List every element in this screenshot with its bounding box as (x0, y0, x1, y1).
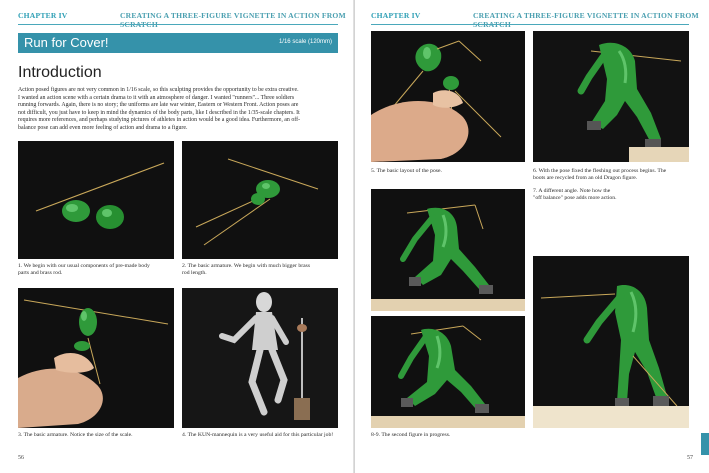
caption-4: 4. The KUN-mannequin is a very useful aid for this particular job! (182, 432, 334, 438)
right-page (355, 0, 709, 473)
chapter-label: CHAPTER IV (371, 11, 421, 20)
intro-heading: Introduction (18, 64, 102, 81)
photo-6-image (533, 31, 689, 162)
photo-7-image (371, 189, 525, 311)
page-edge-tab (701, 433, 709, 455)
photo-3-hand-armature (18, 288, 174, 428)
intro-line: balance pose can add even more feeling of action and drama to a figure. (18, 124, 188, 131)
photo-1-image (18, 141, 174, 259)
chapter-label: CHAPTER IV (18, 11, 68, 20)
photo-9-second-figure-angle (533, 256, 689, 428)
caption-1: 1. We begin with our usual components of pre-made body parts and brass rod. (18, 263, 150, 276)
left-page (0, 0, 354, 473)
caption-8-9: 8-9. The second figure in progress. (371, 432, 451, 438)
header-rule (371, 24, 689, 25)
photo-4-image (182, 288, 338, 428)
section-title: Run for Cover! (24, 35, 109, 50)
photo-4-mannequin (182, 288, 338, 428)
photo-3-image (18, 288, 174, 428)
intro-paragraph (18, 87, 338, 132)
chapter-title: CREATING A THREE-FIGURE VIGNETTE IN ACTION FROM (473, 11, 699, 20)
photo-2-armature (182, 141, 338, 259)
caption-3: 3. The basic armature. Notice the size of the scale. (18, 432, 133, 438)
caption-2: 2. The basic armature. We begin with much bigger brass rod length. (182, 263, 311, 276)
photo-9-image (533, 256, 689, 428)
caption-7: 7. A different angle. Note how the "off balance" pose adds more action. (533, 188, 617, 201)
header-rule (18, 24, 338, 25)
photo-6-fleshing-out (533, 31, 689, 162)
caption-5: 5. The basic layout of the pose. (371, 168, 442, 174)
photo-5-pose-layout (371, 31, 525, 162)
photo-2-image (182, 141, 338, 259)
intro-line: not difficult, you just have to keep in mind the dynamics of the body parts, like I described in the 1/35-scale chapters. It (18, 109, 300, 116)
scale-label: 1/16 scale (120mm) (278, 39, 332, 45)
intro-line: I wanted an action scene with a certain drama to it with an atmosphere of danger. I wanted "runners"... Three soldiers (18, 94, 295, 101)
intro-line: Action posed figures are not very common in 1/16 scale, so this sculpting provides the opportunity to be extra creative. (18, 87, 299, 93)
photo-8-second-figure (371, 316, 525, 428)
section-banner (18, 33, 338, 53)
photo-8-image (371, 316, 525, 428)
chapter-title: CREATING A THREE-FIGURE VIGNETTE IN ACTION FROM (120, 11, 346, 20)
intro-line: requires more references, and perhaps studying pictures of athletes in action would be a good idea. Furthermore, an off- (18, 117, 301, 124)
photo-1-body-parts (18, 141, 174, 259)
intro-line: running forwards. Again, there is no story; the uniforms are late war winter, Eastern or Western Front. Action poses are (18, 102, 299, 109)
page-number-left: 56 (18, 455, 24, 461)
page-number-right: 57 (687, 455, 693, 461)
photo-5-image (371, 31, 525, 162)
photo-7-side-view (371, 189, 525, 311)
caption-6: 6. With the pose fixed the fleshing out process begins. The boots are recycled from an old Dragon figure. (533, 168, 667, 181)
